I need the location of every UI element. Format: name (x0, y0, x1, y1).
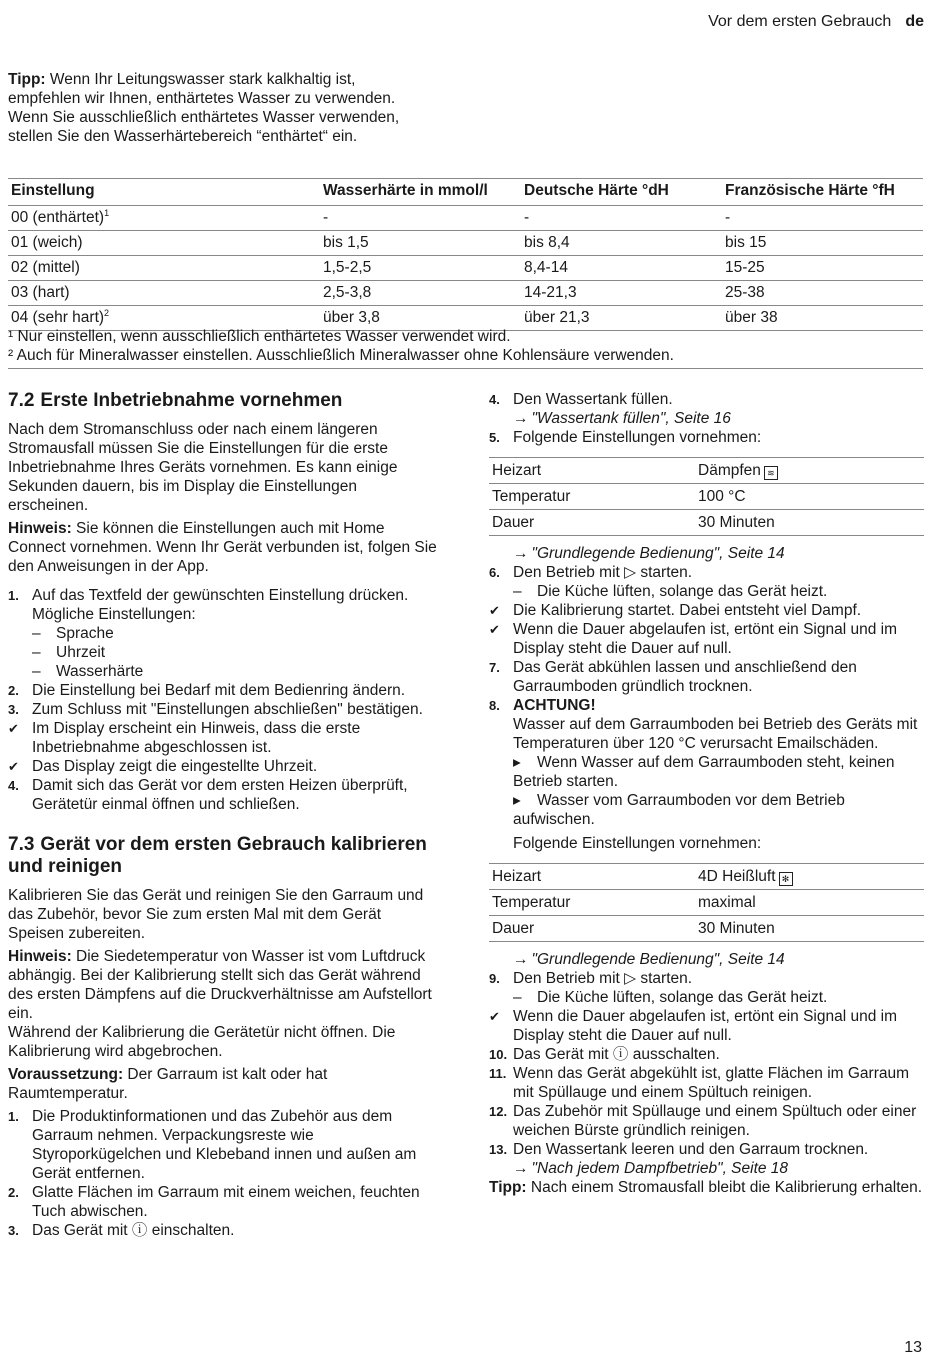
table-cell: 1,5-2,5 (320, 256, 521, 281)
table-cell: 00 (enthärtet)$^1$ (8, 206, 320, 231)
step-3: 3. Das Gerät mit ⓘ einschalten. (8, 1222, 235, 1239)
table-cell: Dauer (489, 510, 695, 536)
triangle-right-icon: ▸ (513, 792, 521, 809)
table-header-cell: Einstellung (8, 179, 320, 206)
result-item: ✔ Wenn die Dauer abgelaufen ist, ertönt ein Signal und im Display steht die Dauer auf null. (489, 1008, 898, 1044)
prerequisite: Voraussetzung: Der Garraum ist kalt oder hat Raumtemperatur. (8, 1066, 328, 1102)
step-10: 10. Das Gerät mit ⓘ ausschalten. (489, 1046, 720, 1063)
step-11: 11. Wenn das Gerät abgekühlt ist, glatte Flächen im Garraum mit Spüllauge und einem Spültuch reinigen. (489, 1065, 910, 1101)
table-cell: - (722, 206, 923, 231)
table-header-cell: Deutsche Härte °dH (521, 179, 722, 206)
table-header-cell: Französische Härte °fH (722, 179, 923, 206)
settings-table-hot-air (489, 863, 924, 942)
table-cell: bis 8,4 (521, 231, 722, 256)
step-8: 8. ACHTUNG! (489, 697, 596, 714)
table-cell: - (320, 206, 521, 231)
arrow-right-icon: → (513, 951, 529, 968)
result-item: ✔ Die Kalibrierung startet. Dabei entsteht viel Dampf. (489, 602, 862, 619)
page-header (708, 12, 924, 31)
check-icon: ✔ (489, 622, 500, 637)
table-cell: 100 °C (695, 484, 924, 510)
cross-reference-link[interactable]: → "Wassertank füllen", Seite 16 (513, 410, 731, 427)
arrow-right-icon: → (513, 410, 529, 427)
table-cell: 8,4-14 (521, 256, 722, 281)
table-cell: maximal (695, 890, 924, 916)
step-9: 9. Den Betrieb mit ▷ starten. (489, 970, 693, 987)
step-sub: – Die Küche lüften, solange das Gerät heizt. (513, 989, 828, 1006)
hint-continued: Während der Kalibrierung die Gerätetür nicht öffnen. Die Kalibrierung wird abgebrochen. (8, 1024, 396, 1060)
check-icon: ✔ (8, 759, 19, 774)
step-1-options-label: Mögliche Einstellungen: (32, 606, 196, 623)
step-2: 2. Glatte Flächen im Garraum mit einem weichen, feuchten Tuch abwischen. (8, 1184, 420, 1220)
table-cell: über 38 (722, 306, 923, 331)
cross-reference-link[interactable]: → "Grundlegende Bedienung", Seite 14 (513, 951, 785, 968)
table-cell: 30 Minuten (695, 510, 924, 536)
table-cell: über 21,3 (521, 306, 722, 331)
page-number: 13 (904, 1339, 922, 1356)
table-row (489, 510, 924, 536)
option-item: – Uhrzeit (32, 644, 106, 661)
left-column (8, 390, 440, 1240)
table-cell: 01 (weich) (8, 231, 320, 256)
step-1: 1. Auf das Textfeld der gewünschten Einstellung drücken. (8, 587, 409, 604)
table-cell: - (521, 206, 722, 231)
table-row (8, 281, 923, 306)
footnote: ¹ Nur einstellen, wenn ausschließlich enthärtetes Wasser verwendet wird. (8, 328, 511, 345)
section-heading-7-3: 7.3 Gerät vor dem ersten Gebrauch kalibrieren und reinigen (8, 834, 427, 877)
header-lang: de (905, 13, 924, 30)
table-cell: 04 (sehr hart)$^2$ (8, 306, 320, 331)
table-header-row (8, 179, 923, 206)
triangle-right-icon: ▸ (513, 754, 521, 771)
cross-reference-link[interactable]: → "Grundlegende Bedienung", Seite 14 (513, 545, 785, 562)
option-item: – Sprache (32, 625, 114, 642)
table-row (489, 458, 924, 484)
check-icon: ✔ (8, 721, 19, 736)
result-item: ✔ Das Display zeigt die eingestellte Uhrzeit. (8, 758, 318, 775)
tip-water-hardness (8, 70, 428, 146)
table-cell: 30 Minuten (695, 916, 924, 942)
check-icon: ✔ (489, 1009, 500, 1024)
fan-icon: ✻ (779, 872, 793, 886)
table-cell: bis 1,5 (320, 231, 521, 256)
tip-calibration: Tipp: Nach einem Stromausfall bleibt die Kalibrierung erhalten. (489, 1179, 923, 1196)
table-cell: Dauer (489, 916, 695, 942)
footnote: ² Auch für Mineralwasser einstellen. Ausschließlich Mineralwasser ohne Kohlensäure verwenden. (8, 347, 674, 364)
table-row (489, 864, 924, 890)
step-3: 3. Zum Schluss mit "Einstellungen abschließen" bestätigen. (8, 701, 423, 718)
steam-icon: ≋ (764, 466, 778, 480)
table-header-cell: Wasserhärte in mmol/l (320, 179, 521, 206)
cross-reference-link[interactable]: → "Nach jedem Dampfbetrieb", Seite 18 (513, 1160, 789, 1177)
step-sub: – Die Küche lüften, solange das Gerät heizt. (513, 583, 828, 600)
table-row (489, 916, 924, 942)
warning-bullet: ▸ Wenn Wasser auf dem Garraumboden steht, keinen Betrieb starten. (513, 754, 895, 790)
table-footnotes (8, 327, 923, 369)
step-6: 6. Den Betrieb mit ▷ starten. (489, 564, 693, 581)
result-item: ✔ Im Display erscheint ein Hinweis, dass die erste Inbetriebnahme abgeschlossen ist. (8, 720, 361, 756)
warning-bullet: ▸ Wasser vom Garraumboden vor dem Betrieb aufwischen. (513, 792, 845, 828)
result-item: ✔ Wenn die Dauer abgelaufen ist, ertönt ein Signal und im Display steht die Dauer auf null. (489, 621, 898, 657)
hint: Hinweis: Die Siedetemperatur von Wasser ist vom Luftdruck abhängig. Bei der Kalibrierung stellt sich das Gerät während des ersten Dämpfens auf die Druckverhältnisse am Aufstellort ein. (8, 948, 432, 1022)
arrow-right-icon: → (513, 545, 529, 562)
table-cell: Temperatur (489, 484, 695, 510)
table-cell: 14-21,3 (521, 281, 722, 306)
table-cell: 2,5-3,8 (320, 281, 521, 306)
option-item: – Wasserhärte (32, 663, 144, 680)
table-row (489, 484, 924, 510)
step-1: 1. Die Produktinformationen und das Zubehör aus dem Garraum nehmen. Verpackungsreste wie Styroporkügelchen und Klebeband innen und außen am Gerät entfernen. (8, 1108, 417, 1182)
tip-text: Wenn Ihr Leitungswasser stark kalkhaltig ist, empfehlen wir Ihnen, enthärtetes Wasser zu verwenden. Wenn Sie ausschließlich enthärtetes Wasser verwenden, stellen Sie den Wasserhärtebereich “enthärtet“ ein. (8, 71, 400, 145)
table-cell: 25-38 (722, 281, 923, 306)
step-2: 2. Die Einstellung bei Bedarf mit dem Bedienring ändern. (8, 682, 406, 699)
step-13: 13. Den Wassertank leeren und den Garraum trocknen. (489, 1141, 869, 1158)
check-icon: ✔ (489, 603, 500, 618)
step-4: 4. Damit sich das Gerät vor dem ersten Heizen überprüft, Gerätetür einmal öffnen und schließen. (8, 777, 408, 813)
table-cell: Heizart (489, 458, 695, 484)
table-cell: 15-25 (722, 256, 923, 281)
settings-table-steam (489, 457, 924, 536)
section-intro: Kalibrieren Sie das Gerät und reinigen Sie den Garraum und das Zubehör, bevor Sie zum ersten Mal mit dem Gerät Speisen zubereiten. (8, 887, 424, 942)
hint: Hinweis: Sie können die Einstellungen auch mit Home Connect vornehmen. Wenn Ihr Gerät verbunden ist, folgen Sie den Anweisungen in der App. (8, 520, 437, 575)
table-cell: 4D Heißluft ✻ (695, 864, 924, 890)
step-5: 5. Folgende Einstellungen vornehmen: (489, 429, 762, 446)
header-section: Vor dem ersten Gebrauch (708, 13, 892, 30)
table-row (8, 231, 923, 256)
tip-label: Tipp: (8, 71, 46, 88)
table-cell: Temperatur (489, 890, 695, 916)
table-cell: 02 (mittel) (8, 256, 320, 281)
arrow-right-icon: → (513, 1160, 529, 1177)
step-4: 4. Den Wassertank füllen. (489, 391, 673, 408)
table-cell: bis 15 (722, 231, 923, 256)
step-8-instruction: Folgende Einstellungen vornehmen: (513, 835, 762, 852)
warning-text: Wasser auf dem Garraumboden bei Betrieb des Geräts mit Temperaturen über 120 °C verursacht Emailschäden. (513, 716, 918, 752)
step-12: 12. Das Zubehör mit Spüllauge und einem Spültuch oder einer weichen Bürste gründlich reinigen. (489, 1103, 917, 1139)
table-cell: 03 (hart) (8, 281, 320, 306)
step-7: 7. Das Gerät abkühlen lassen und anschließend den Garraumboden gründlich trocknen. (489, 659, 857, 695)
table-cell: über 3,8 (320, 306, 521, 331)
table-row (8, 256, 923, 281)
table-row (489, 890, 924, 916)
table-cell: Heizart (489, 864, 695, 890)
section-intro: Nach dem Stromanschluss oder nach einem längeren Stromausfall müssen Sie die Einstellungen für die erste Inbetriebnahme Ihres Geräts vornehmen. Es kann einige Sekunden dauern, bis im Display die Einstellungen erscheinen. (8, 421, 398, 514)
section-heading-7-2: 7.2 Erste Inbetriebnahme vornehmen (8, 390, 343, 411)
right-column (489, 390, 927, 1201)
table-cell: Dämpfen ≋ (695, 458, 924, 484)
table-row (8, 206, 923, 231)
water-hardness-table (8, 178, 923, 331)
